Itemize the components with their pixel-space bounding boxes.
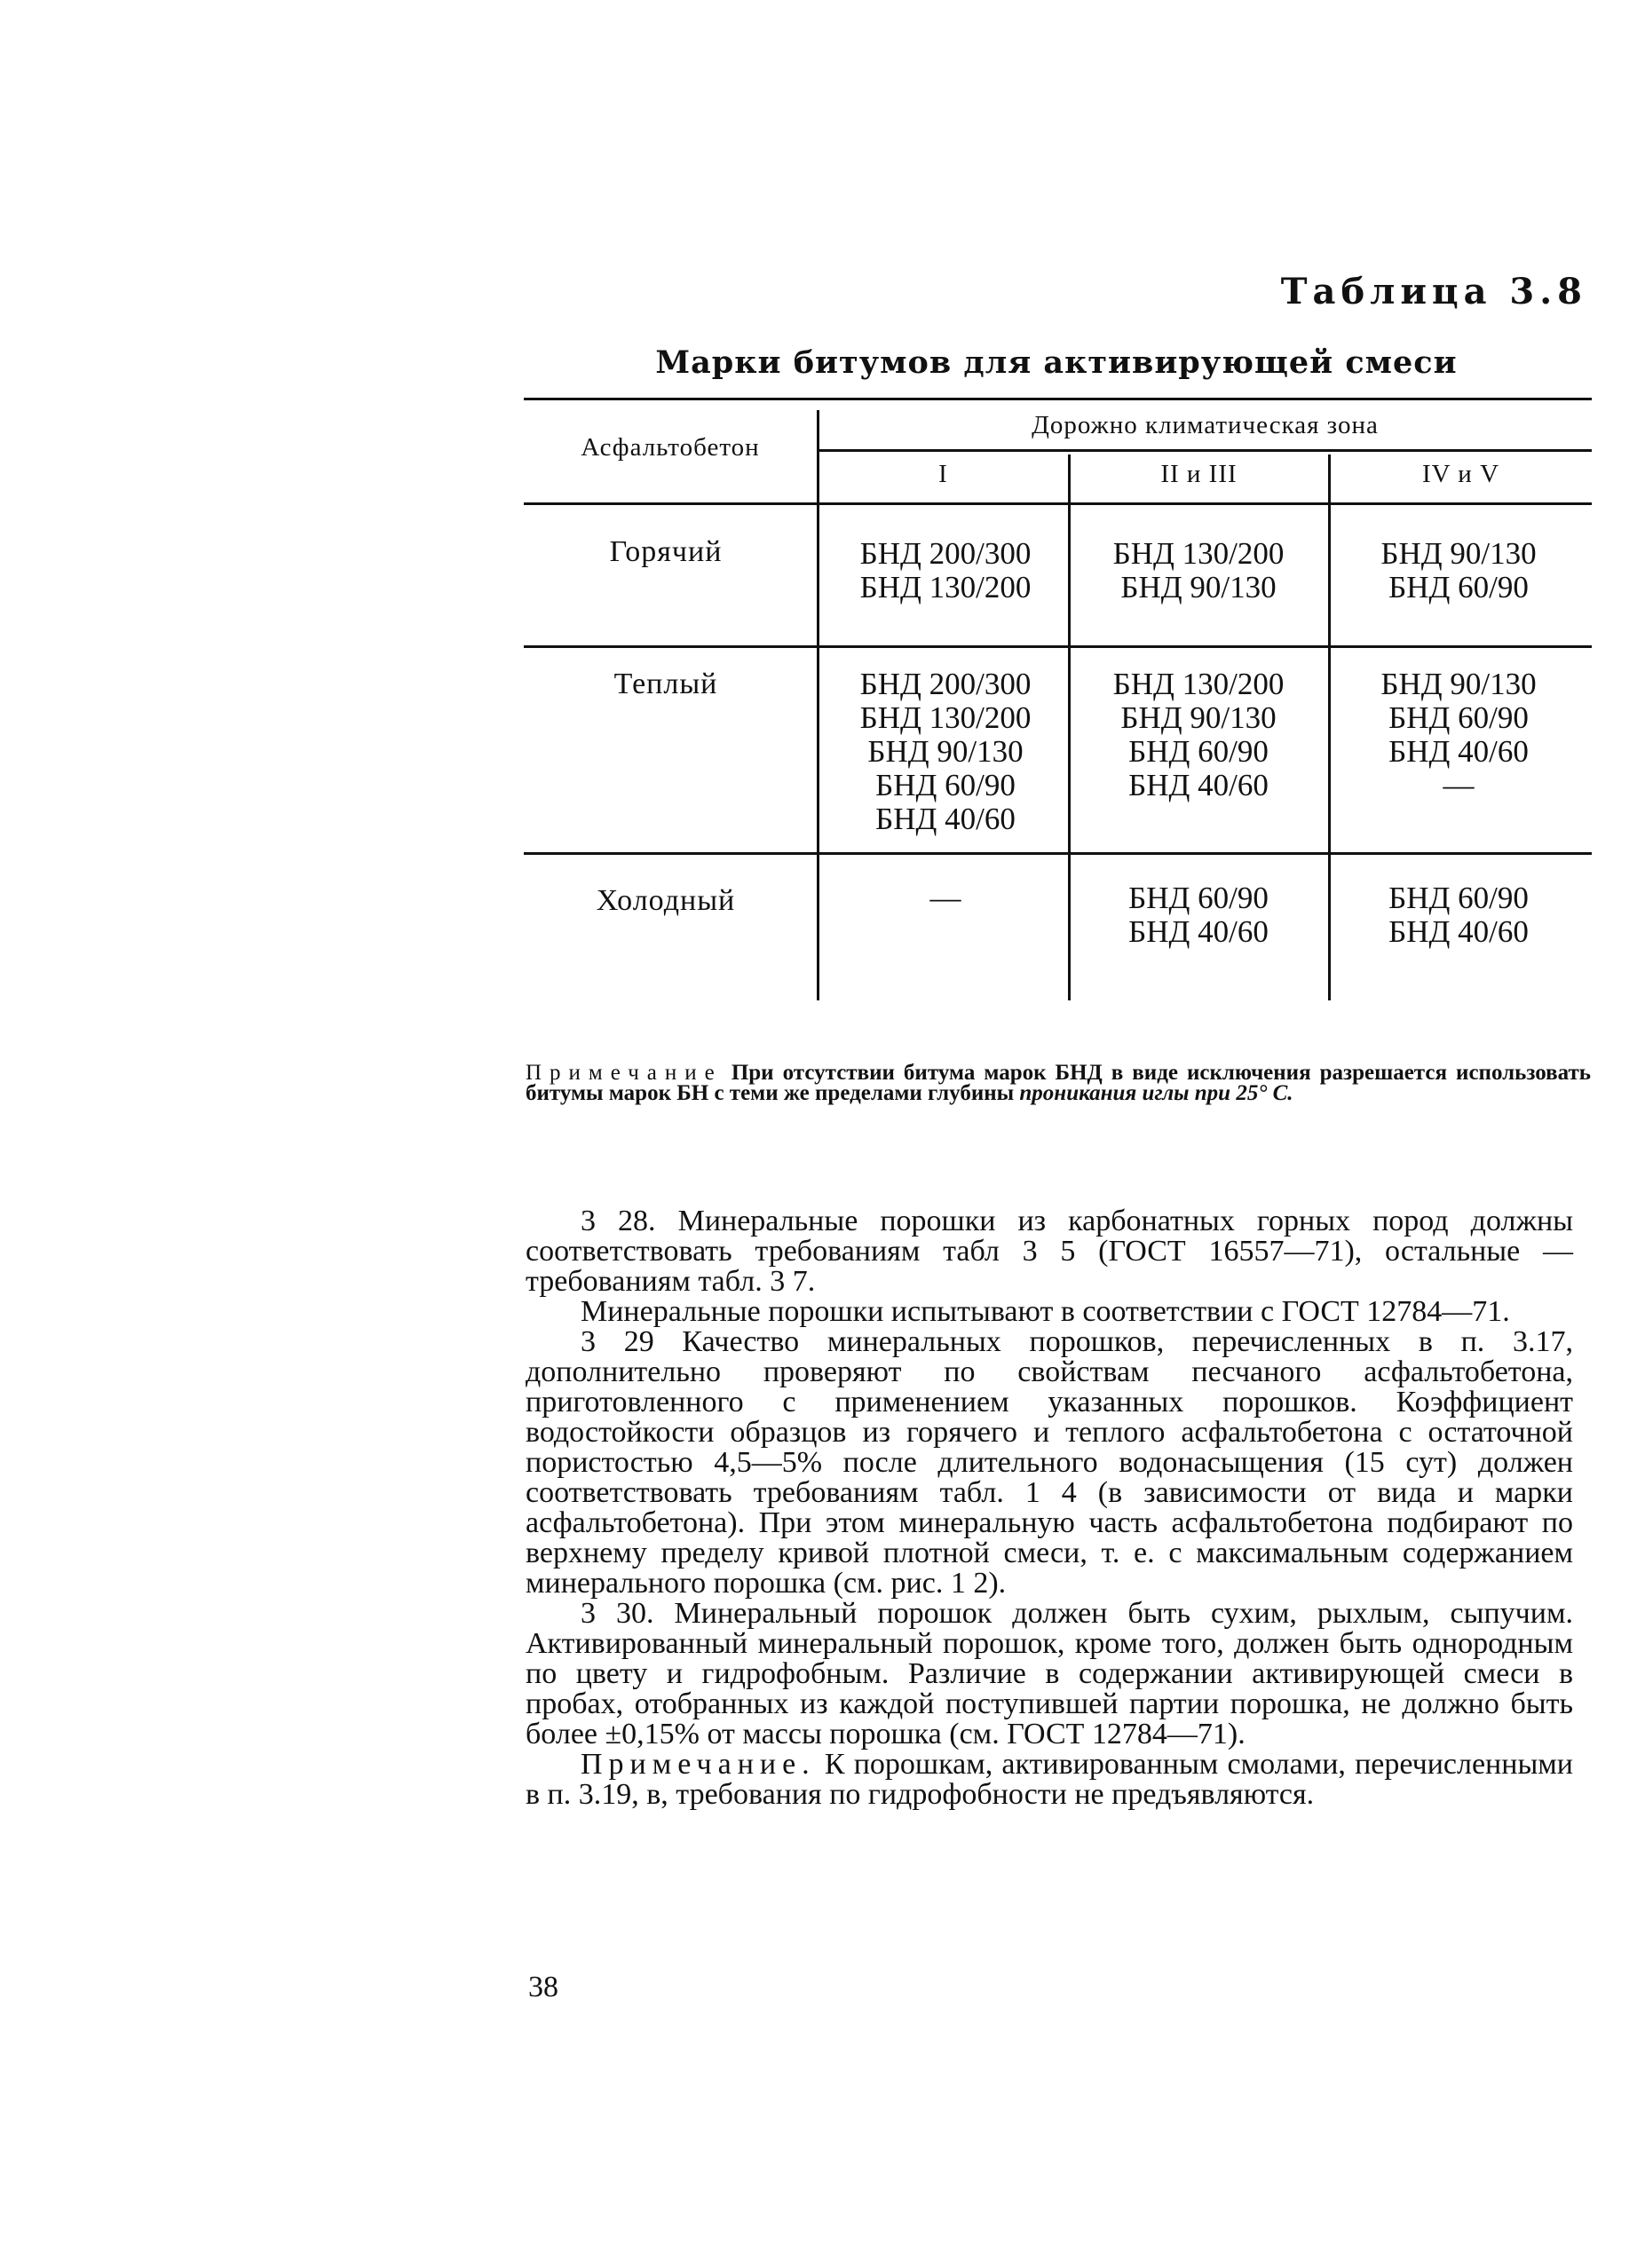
bitumen-grade: БНД 40/60	[1128, 914, 1269, 949]
bitumen-grades-table	[0, 0, 1645, 1065]
bitumen-grade: БНД 90/130	[1380, 536, 1537, 571]
table-number: Таблица 3.8	[1280, 271, 1587, 312]
bitumen-grade: БНД 130/200	[1112, 536, 1285, 571]
bitumen-grade: БНД 40/60	[875, 802, 1016, 836]
bitumen-grade: БНД 130/200	[859, 700, 1032, 735]
paragraph-3-28: 3 28. Минеральные порошки из карбонатных горных пород должны соответствовать требованиям табл 3 5 (ГОСТ 16557—71), остальные — требованиям табл. 3 7.	[526, 1205, 1573, 1298]
note-label: Примечание.	[581, 1748, 816, 1781]
table-title: Марки битумов для активирующей смеси	[655, 344, 1458, 381]
header-asphalt-concrete: Асфальтобетон	[581, 433, 760, 462]
table-cell	[1070, 537, 1327, 605]
header-zone-4-5: IV и V	[1421, 460, 1500, 488]
bitumen-grade: БНД 60/90	[1128, 734, 1269, 769]
bitumen-grade: БНД 60/90	[1128, 881, 1269, 915]
header-zone-2-3: II и III	[1160, 460, 1238, 488]
bitumen-grade: БНД 90/130	[1380, 667, 1537, 701]
bitumen-grade: БНД 90/130	[867, 734, 1024, 769]
bitumen-grade: БНД 200/300	[859, 667, 1032, 701]
note-text-tail: проникания иглы при 25° С.	[1019, 1081, 1293, 1105]
table-cell	[1330, 668, 1587, 802]
table-cell	[1070, 668, 1327, 802]
paragraph-3-29: 3 29 Качество минеральных порошков, перечисленных в п. 3.17, дополнительно проверяют по свойствам песчаного асфальтобетона, приготовленного с применением указанных порошков. Коэффициент водостойкости образцов из горячего и теплого асфальтобетона с остаточной пористостью 4,5—5% после длительного водонасыщения (15 сут) должен соответствовать требованиям табл. 1 4 (в зависимости от вида и марки асфальтобетона). При этом минеральную часть асфальтобетона подбирают по верхнему пределу кривой плотной смеси, т. е. с максимальным содержанием минерального порошка (см. рис. 1 2).	[526, 1325, 1573, 1600]
bitumen-grade: БНД 40/60	[1388, 734, 1529, 769]
row-label-cold: Холодный	[596, 884, 736, 917]
bitumen-grade: БНД 60/90	[1388, 881, 1529, 915]
table-top-rule	[524, 398, 1592, 400]
row-label-warm: Теплый	[613, 668, 718, 700]
table-cell	[817, 668, 1074, 836]
bitumen-grade: БНД 40/60	[1128, 768, 1269, 802]
paragraph-3-30: 3 30. Минеральный порошок должен быть сухим, рыхлым, сыпучим. Активированный минеральный порошок, кроме того, должен быть однородным по цвету и гидрофобным. Различие в содержании активирующей смеси в пробах, отобранных из каждой поступившей партии порошка, не должно быть более ±0,15% от массы порошка (см. ГОСТ 12784—71).	[526, 1597, 1573, 1750]
table-cell	[817, 537, 1074, 605]
bitumen-grade: БНД 200/300	[859, 536, 1032, 571]
table-cell	[817, 881, 1074, 915]
note-text: К порошкам, активированным смолами, перечисленными в п. 3.19, в, требования по гидрофобности не предъявляются.	[526, 1748, 1574, 1811]
bitumen-grade: БНД 130/200	[859, 570, 1032, 605]
header-climatic-zone: Дорожно климатическая зона	[1032, 411, 1379, 439]
note-label: Примечание	[526, 1061, 723, 1085]
bitumen-grade: БНД 60/90	[875, 768, 1016, 802]
page-number: 38	[528, 1971, 558, 2003]
table-note	[526, 1063, 1591, 1103]
paragraph-gost-testing: Минеральные порошки испытывают в соответствии с ГОСТ 12784—71.	[581, 1295, 1510, 1328]
note-text: При отсутствии битума марок БНД в виде исключения разрешается использовать битумы марок БН с теми же пределами глубины	[526, 1061, 1591, 1105]
body-text	[526, 1206, 1573, 1810]
bitumen-grade: БНД 90/130	[1120, 700, 1277, 735]
header-bottom-rule	[524, 502, 1592, 505]
bitumen-grade: БНД 90/130	[1120, 570, 1277, 605]
row-separator-rule	[524, 852, 1592, 855]
bitumen-grade: БНД 130/200	[1112, 667, 1285, 701]
row-separator-rule	[524, 645, 1592, 648]
bitumen-grade: БНД 60/90	[1388, 700, 1529, 735]
bitumen-grade: БНД 40/60	[1388, 914, 1529, 949]
row-label-hot: Горячий	[609, 535, 723, 568]
header-zone-1: I	[938, 460, 948, 488]
header-mid-rule	[819, 449, 1592, 452]
paragraph-note	[526, 1750, 1573, 1810]
bitumen-grade: БНД 60/90	[1388, 570, 1529, 605]
table-cell	[1330, 537, 1587, 605]
table-cell	[1330, 881, 1587, 949]
dash-empty: —	[929, 881, 961, 915]
dash-empty: —	[1443, 768, 1475, 802]
table-cell	[1070, 881, 1327, 949]
